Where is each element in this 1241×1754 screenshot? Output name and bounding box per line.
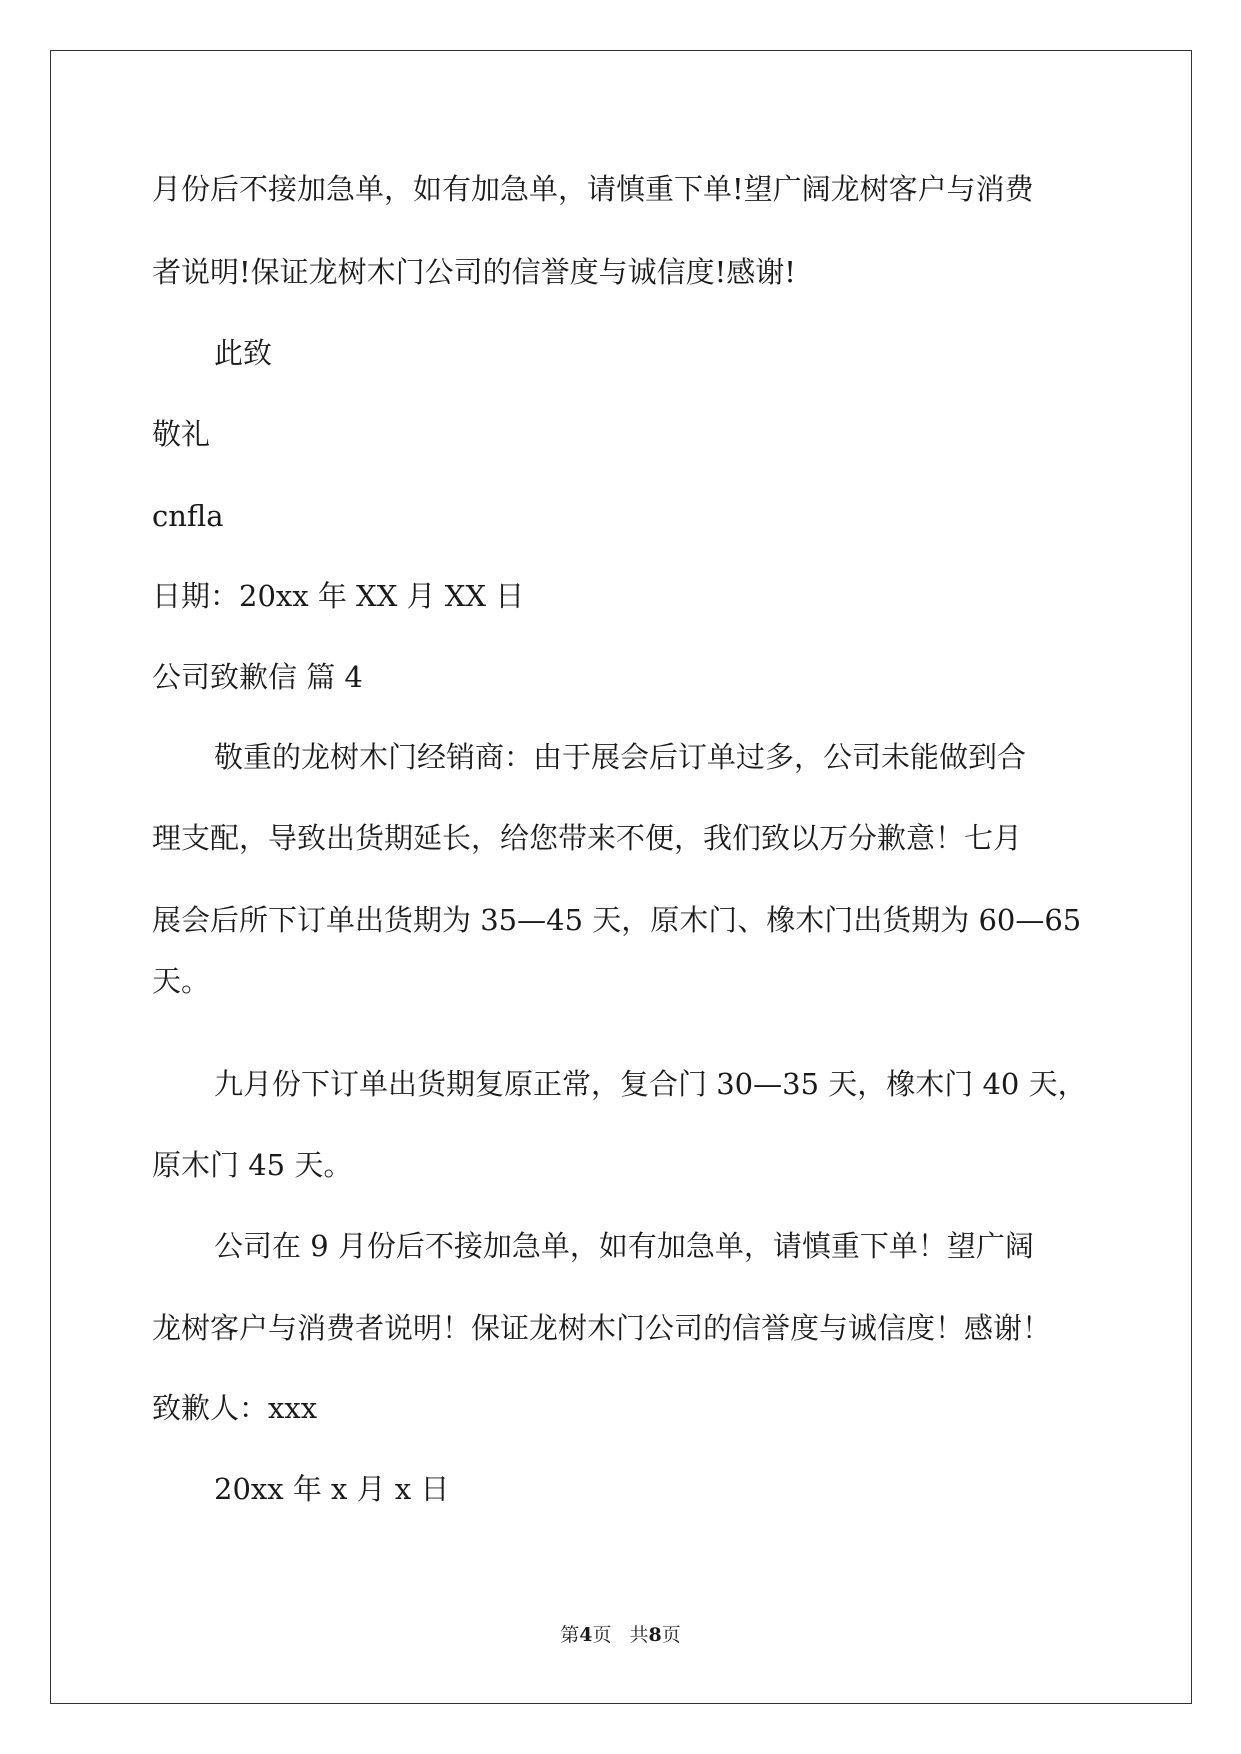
text-line: 者说明!保证龙树木门公司的信誉度与诚信度!感谢! [152,255,796,289]
text-line: 九月份下订单出货期复原正常，复合门 30—35 天，橡木门 40 天， [214,1067,1087,1101]
signature: cnfla [152,499,224,533]
section-heading: 公司致歉信 篇 4 [152,660,363,694]
page-border [50,50,1192,1704]
date-line: 日期：20xx 年 XX 月 XX 日 [152,579,525,613]
page-footer [0,1620,1241,1647]
text-line: 原木门 45 天。 [152,1148,353,1182]
text-line: 敬重的龙树木门经销商：由于展会后订单过多，公司未能做到合 [214,740,1027,774]
page-prefix: 第 [560,1624,580,1646]
page-total: 8 [648,1624,662,1646]
date-line: 20xx 年 x 月 x 日 [214,1472,450,1506]
text-line: 龙树客户与消费者说明！保证龙树木门公司的信誉度与诚信度！感谢！ [152,1311,1052,1345]
text-line: 公司在 9 月份后不接加急单，如有加急单，请慎重下单！望广阔 [214,1229,1034,1263]
text-line: 展会后所下订单出货期为 35—45 天，原木门、橡木门出货期为 60—65 [152,903,1082,937]
apologizer-line: 致歉人：xxx [152,1391,318,1425]
page-suffix: 页 [592,1624,612,1646]
text-line: 天。 [152,964,211,998]
closing-regards: 敬礼 [152,417,211,451]
closing-salutation: 此致 [214,336,273,370]
page-current: 4 [579,1624,593,1646]
total-suffix: 页 [661,1624,681,1646]
text-line: 理支配，导致出货期延长，给您带来不便，我们致以万分歉意！七月 [152,821,1023,855]
total-prefix: 共 [629,1624,649,1646]
text-line: 月份后不接加急单，如有加急单，请慎重下单!望广阔龙树客户与消费 [152,172,1034,206]
